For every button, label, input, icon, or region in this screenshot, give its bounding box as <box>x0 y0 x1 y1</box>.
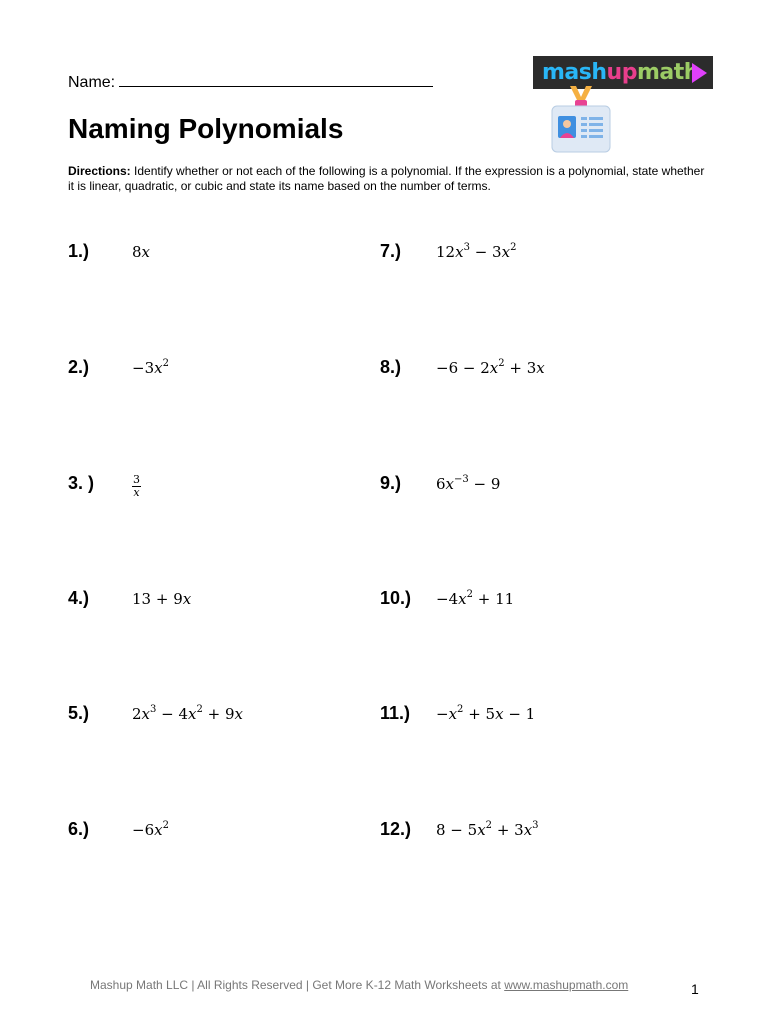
footer-link[interactable]: www.mashupmath.com <box>504 978 629 992</box>
page-title: Naming Polynomials <box>68 113 344 144</box>
mashup-math-logo <box>533 56 713 89</box>
problem-number: 6.) <box>68 819 90 839</box>
problem-number: 10.) <box>380 588 412 608</box>
problem-expression: $-6x^2$ <box>132 820 169 839</box>
problem-number: 2.) <box>68 357 90 377</box>
problem-number: 3. ) <box>68 473 95 493</box>
problem-expression: 13 + 9x <box>132 590 192 608</box>
footer <box>90 978 628 992</box>
problem-number: 9.) <box>380 473 402 493</box>
name-label: Name: <box>68 74 116 91</box>
problem-number: 4.) <box>68 588 90 608</box>
problem-number: 12.) <box>380 819 412 839</box>
problem-expression: $\frac{3}{x}$ <box>133 473 140 499</box>
problem-number: 8.) <box>380 357 402 377</box>
problem-expression: $6x^{-3} - 9$ <box>436 474 501 493</box>
logo-text: mashupmath <box>542 59 699 85</box>
problem-expression: $-6 - 2x^2 + 3x$ <box>436 358 545 377</box>
problem-expression: $-3x^2$ <box>132 358 169 377</box>
problem-expression: $8 - 5x^2 + 3x^3$ <box>436 820 539 839</box>
problem-number: 11.) <box>380 703 411 723</box>
problem-expression: $-x^2 + 5x - 1$ <box>436 704 536 723</box>
problem-number: 5.) <box>68 703 90 723</box>
name-blank-line <box>119 70 433 87</box>
problem-number: 7.) <box>380 241 402 261</box>
problem-expression: $-4x^2 + 11$ <box>436 589 515 608</box>
page-number: 1 <box>691 981 699 997</box>
footer-text: Mashup Math LLC | All Rights Reserved | Get More K-12 Math Worksheets at <box>90 978 501 992</box>
id-badge-icon <box>546 86 616 156</box>
name-field <box>68 70 433 92</box>
directions-text: Identify whether or not each of the following is a polynomial. If the expression is a polynomial, state whether it is linear, quadratic, or cubic and state its name based on the number of terms. <box>68 164 705 193</box>
problem-expression: 8x <box>132 243 151 261</box>
directions-label: Directions: <box>68 164 131 178</box>
directions <box>68 164 708 194</box>
problem-expression: $2x^3 - 4x^2 + 9x$ <box>132 704 244 723</box>
problem-expression: $12x^3 - 3x^2$ <box>436 242 517 261</box>
play-icon <box>692 63 707 83</box>
problem-number: 1.) <box>68 241 90 261</box>
